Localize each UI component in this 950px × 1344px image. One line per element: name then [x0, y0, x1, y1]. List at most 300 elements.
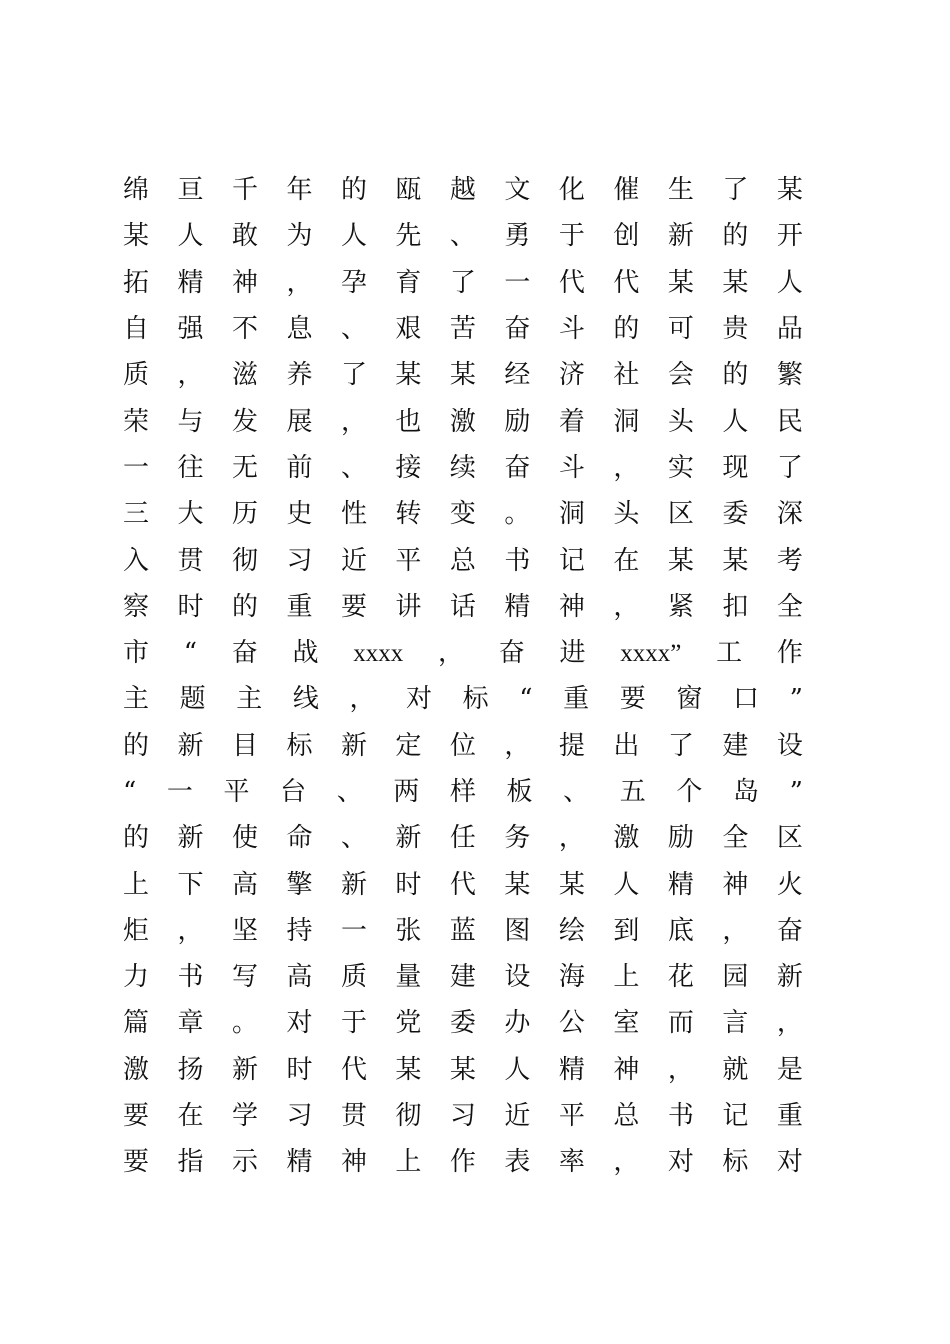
text-char: 务: [504, 823, 531, 854]
text-char: 史: [286, 499, 313, 530]
text-line: [123, 445, 803, 491]
text-char: 的: [722, 221, 749, 252]
text-char: 息: [286, 314, 313, 345]
text-char: 亘: [177, 175, 204, 206]
text-char: 奋: [504, 452, 531, 483]
text-char: 区: [776, 823, 803, 854]
text-char: ，: [613, 1147, 640, 1178]
text-char: 历: [231, 499, 258, 530]
text-char: 口: [732, 684, 759, 715]
text-line: [123, 398, 803, 444]
text-char: 新: [231, 1054, 258, 1085]
text-char: 一: [340, 915, 367, 946]
text-line: [123, 676, 803, 722]
text-char: 奋: [498, 638, 525, 669]
text-line: [123, 1093, 803, 1139]
text-char: 新: [667, 221, 694, 252]
text-char: 文: [504, 175, 531, 206]
text-char: 、: [563, 777, 590, 807]
text-char: 全: [722, 823, 749, 854]
text-char: 战: [292, 638, 319, 669]
text-char: 、: [340, 823, 367, 854]
text-char: 五: [619, 777, 646, 807]
text-char: 开: [776, 221, 803, 252]
text-char: 某: [722, 267, 749, 298]
text-char: 炬: [123, 915, 150, 946]
text-char: 某: [558, 869, 585, 900]
text-char: 了: [340, 360, 367, 391]
text-char: ，: [613, 591, 640, 622]
text-char: 张: [395, 915, 422, 946]
text-char: 标: [722, 1147, 749, 1178]
text-char: 贯: [177, 545, 204, 576]
text-char: 斗: [558, 452, 585, 483]
text-char: 的: [123, 823, 150, 854]
text-char: 神: [231, 267, 258, 298]
text-char: 也: [395, 406, 422, 437]
text-char: 标: [286, 730, 313, 761]
text-char: 励: [504, 406, 531, 437]
text-char: 高: [286, 962, 313, 993]
text-char: “: [183, 638, 198, 669]
text-line: [123, 260, 803, 306]
body-paragraph: [123, 167, 803, 1186]
text-char: 扬: [177, 1054, 204, 1085]
text-char: 创: [613, 221, 640, 252]
text-char: 精: [177, 267, 204, 298]
text-char: 标: [462, 684, 489, 715]
text-char: 使: [231, 823, 258, 854]
text-char: 新: [340, 730, 367, 761]
text-char: 建: [722, 730, 749, 761]
text-char: 苦: [449, 314, 476, 345]
text-char: 表: [504, 1147, 531, 1178]
text-char: 主: [236, 684, 263, 715]
text-char: 贵: [722, 314, 749, 345]
text-char: 代: [340, 1054, 367, 1085]
text-char: 到: [613, 915, 640, 946]
text-char: 上: [613, 962, 640, 993]
text-char: ，: [349, 684, 376, 715]
text-char: 图: [504, 915, 531, 946]
text-char: 线: [292, 684, 319, 715]
text-char: ”: [789, 684, 803, 715]
text-char: 强: [177, 314, 204, 345]
text-char: 性: [340, 499, 367, 530]
text-char: 于: [558, 221, 585, 252]
text-line: [123, 954, 803, 1000]
text-char: 委: [449, 1008, 476, 1039]
text-char: 孕: [340, 267, 367, 298]
text-char: 个: [676, 777, 703, 807]
text-char: 艰: [395, 314, 422, 345]
text-char: 高: [231, 869, 258, 900]
text-char: 对: [776, 1147, 803, 1178]
text-char: 进: [559, 638, 586, 669]
text-char: 化: [558, 175, 585, 206]
text-char: 平: [223, 777, 250, 807]
text-char: 代: [449, 869, 476, 900]
text-char: ，: [776, 1008, 803, 1039]
text-char: 写: [231, 962, 258, 993]
text-char: 某: [776, 175, 803, 206]
text-char: 入: [123, 545, 150, 576]
text-char: 篇: [123, 1008, 150, 1039]
text-char: 、: [340, 452, 367, 483]
text-char: 近: [504, 1101, 531, 1132]
text-char: 精: [558, 1054, 585, 1085]
text-char: 人: [776, 267, 803, 298]
text-char: 、: [336, 777, 363, 807]
text-char: 书: [177, 962, 204, 993]
text-char: 敢: [231, 221, 258, 252]
text-char: 一: [504, 267, 531, 298]
text-line: [123, 584, 803, 630]
text-char: 火: [776, 869, 803, 900]
text-char: 与: [177, 406, 204, 437]
text-line: [123, 491, 803, 537]
text-char: 要: [123, 1101, 150, 1132]
text-char: 育: [395, 267, 422, 298]
text-char: 窗: [676, 684, 703, 715]
text-char: 话: [449, 591, 476, 622]
text-char: 人: [177, 221, 204, 252]
text-char: 的: [613, 314, 640, 345]
text-line: [123, 537, 803, 583]
text-char: 大: [177, 499, 204, 530]
text-char: 示: [231, 1147, 258, 1178]
text-char: 学: [231, 1101, 258, 1132]
text-char: ”: [789, 777, 803, 807]
text-char: 无: [231, 452, 258, 483]
text-char: 往: [177, 452, 204, 483]
text-char: 深: [776, 499, 803, 530]
text-char: 社: [613, 360, 640, 391]
text-char: 习: [286, 545, 313, 576]
text-char: 习: [449, 1101, 476, 1132]
text-char: ，: [667, 1054, 694, 1085]
text-char: 于: [340, 1008, 367, 1039]
text-char: 神: [558, 591, 585, 622]
text-char: 时: [286, 1054, 313, 1085]
text-char: 人: [504, 1054, 531, 1085]
text-char: 神: [613, 1054, 640, 1085]
text-char: ，: [438, 638, 465, 669]
text-char: 某: [395, 1054, 422, 1085]
text-char: 奋: [504, 314, 531, 345]
text-char: 了: [449, 267, 476, 298]
text-line: [123, 213, 803, 259]
text-char: 绘: [558, 915, 585, 946]
text-char: 要: [123, 1147, 150, 1178]
text-char: 某: [504, 869, 531, 900]
text-char: 实: [667, 452, 694, 483]
text-char: 全: [776, 591, 803, 622]
text-char: 人: [722, 406, 749, 437]
text-line: [123, 769, 803, 815]
text-line: [123, 908, 803, 954]
text-char: 代: [558, 267, 585, 298]
text-char: 荣: [123, 406, 150, 437]
text-char: 对: [406, 684, 433, 715]
text-char: 养: [286, 360, 313, 391]
text-char: 奋: [776, 915, 803, 946]
text-char: 彻: [231, 545, 258, 576]
text-char: 转: [395, 499, 422, 530]
text-char: 民: [776, 406, 803, 437]
text-char: ，: [558, 823, 585, 854]
text-char: 着: [558, 406, 585, 437]
text-char: 建: [449, 962, 476, 993]
text-char: 的: [123, 730, 150, 761]
text-char: ，: [722, 915, 749, 946]
text-char: 要: [619, 684, 646, 715]
text-char: 前: [286, 452, 313, 483]
text-char: 扣: [722, 591, 749, 622]
text-char: 量: [395, 962, 422, 993]
text-char: 设: [776, 730, 803, 761]
text-char: 花: [667, 962, 694, 993]
text-char: 设: [504, 962, 531, 993]
text-char: “: [519, 684, 533, 715]
text-char: 激: [449, 406, 476, 437]
text-char: 某: [667, 545, 694, 576]
text-char: 生: [667, 175, 694, 206]
text-char: 平: [558, 1101, 585, 1132]
text-char: 年: [286, 175, 313, 206]
text-char: 不: [231, 314, 258, 345]
text-char: 台: [280, 777, 307, 807]
text-char: 奋: [231, 638, 258, 669]
text-char: 一: [123, 452, 150, 483]
text-char: 贯: [340, 1101, 367, 1132]
text-char: 总: [613, 1101, 640, 1132]
text-char: 了: [667, 730, 694, 761]
text-line: [123, 723, 803, 769]
text-char: 头: [667, 406, 694, 437]
text-char: 委: [722, 499, 749, 530]
text-char: 言: [722, 1008, 749, 1039]
text-char: xxxx”: [620, 639, 682, 667]
text-char: 园: [722, 962, 749, 993]
text-char: 习: [286, 1101, 313, 1132]
text-char: 就: [722, 1054, 749, 1085]
text-char: 可: [667, 314, 694, 345]
text-char: 上: [395, 1147, 422, 1178]
text-char: 是: [776, 1054, 803, 1085]
text-char: 彻: [395, 1101, 422, 1132]
text-char: 三: [123, 499, 150, 530]
text-char: 续: [449, 452, 476, 483]
text-char: 在: [613, 545, 640, 576]
text-char: 某: [395, 360, 422, 391]
text-char: 重: [286, 591, 313, 622]
text-char: 新: [177, 730, 204, 761]
text-char: 品: [776, 314, 803, 345]
text-char: 章: [177, 1008, 204, 1039]
text-char: 、: [340, 314, 367, 345]
text-char: 头: [613, 499, 640, 530]
text-char: 展: [286, 406, 313, 437]
text-char: 考: [776, 545, 803, 576]
text-char: 人: [340, 221, 367, 252]
text-char: 题: [179, 684, 206, 715]
text-char: 、: [449, 221, 476, 252]
text-char: 的: [340, 175, 367, 206]
text-char: 作: [776, 638, 803, 669]
text-char: 某: [722, 545, 749, 576]
text-char: 在: [177, 1101, 204, 1132]
text-char: 越: [449, 175, 476, 206]
text-char: 斗: [558, 314, 585, 345]
text-char: 而: [667, 1008, 694, 1039]
text-line: [123, 1139, 803, 1185]
text-char: 会: [667, 360, 694, 391]
text-char: 提: [558, 730, 585, 761]
text-char: 位: [449, 730, 476, 761]
text-char: 主: [123, 684, 150, 715]
text-char: 讲: [395, 591, 422, 622]
text-char: 新: [776, 962, 803, 993]
text-char: 精: [504, 591, 531, 622]
text-line: [123, 630, 803, 676]
text-char: 重: [776, 1101, 803, 1132]
text-line: [123, 167, 803, 213]
text-char: 瓯: [395, 175, 422, 206]
text-char: xxxx: [353, 639, 404, 667]
text-char: 重: [563, 684, 590, 715]
text-line: [123, 306, 803, 352]
text-char: 为: [286, 221, 313, 252]
text-char: 济: [558, 360, 585, 391]
text-char: 两: [393, 777, 420, 807]
text-line: [123, 861, 803, 907]
text-char: 某: [123, 221, 150, 252]
text-char: 坚: [231, 915, 258, 946]
text-char: 书: [667, 1101, 694, 1132]
text-char: 激: [123, 1054, 150, 1085]
text-char: ，: [613, 452, 640, 483]
text-char: 拓: [123, 267, 150, 298]
text-line: [123, 815, 803, 861]
text-char: 时: [177, 591, 204, 622]
text-char: 。: [504, 499, 531, 530]
text-char: 洞: [558, 499, 585, 530]
text-char: 要: [340, 591, 367, 622]
text-char: 指: [177, 1147, 204, 1178]
text-char: 质: [123, 360, 150, 391]
text-char: 区: [667, 499, 694, 530]
text-line: [123, 1000, 803, 1046]
text-char: 工: [716, 638, 743, 669]
text-char: 时: [395, 869, 422, 900]
text-line: [123, 1047, 803, 1093]
text-char: 出: [613, 730, 640, 761]
text-char: 海: [558, 962, 585, 993]
text-char: 自: [123, 314, 150, 345]
text-char: 励: [667, 823, 694, 854]
text-char: 繁: [776, 360, 803, 391]
text-char: 新: [177, 823, 204, 854]
text-char: 蓝: [449, 915, 476, 946]
text-char: 作: [449, 1147, 476, 1178]
text-char: 经: [504, 360, 531, 391]
text-char: 新: [340, 869, 367, 900]
text-char: 定: [395, 730, 422, 761]
text-char: 书: [504, 545, 531, 576]
text-char: 板: [506, 777, 533, 807]
text-char: 代: [613, 267, 640, 298]
text-char: 质: [340, 962, 367, 993]
text-char: 千: [231, 175, 258, 206]
text-char: 上: [123, 869, 150, 900]
text-char: 下: [177, 869, 204, 900]
text-char: 率: [558, 1147, 585, 1178]
text-char: 市: [123, 638, 150, 669]
text-char: 岛: [732, 777, 759, 807]
text-char: 命: [286, 823, 313, 854]
text-char: ，: [177, 360, 204, 391]
text-char: 记: [558, 545, 585, 576]
text-char: 持: [286, 915, 313, 946]
text-char: 激: [613, 823, 640, 854]
text-char: 某: [667, 267, 694, 298]
text-char: 任: [449, 823, 476, 854]
text-char: 发: [231, 406, 258, 437]
text-char: 某: [449, 1054, 476, 1085]
text-char: 近: [340, 545, 367, 576]
text-char: 催: [613, 175, 640, 206]
text-char: 神: [340, 1147, 367, 1178]
text-char: 的: [722, 360, 749, 391]
text-char: 办: [504, 1008, 531, 1039]
text-char: 样: [449, 777, 476, 807]
text-char: 的: [231, 591, 258, 622]
text-char: 。: [231, 1008, 258, 1039]
text-char: 紧: [667, 591, 694, 622]
text-char: ，: [286, 267, 313, 298]
text-char: 精: [667, 869, 694, 900]
text-char: 接: [395, 452, 422, 483]
text-char: ，: [504, 730, 531, 761]
text-char: 勇: [504, 221, 531, 252]
text-char: 底: [667, 915, 694, 946]
text-char: 记: [722, 1101, 749, 1132]
text-char: 新: [395, 823, 422, 854]
text-char: 了: [776, 452, 803, 483]
text-char: 对: [667, 1147, 694, 1178]
text-char: 先: [395, 221, 422, 252]
text-char: 目: [231, 730, 258, 761]
text-char: 对: [286, 1008, 313, 1039]
text-char: 绵: [123, 175, 150, 206]
text-char: 某: [449, 360, 476, 391]
text-char: 了: [722, 175, 749, 206]
text-char: 总: [449, 545, 476, 576]
text-char: 精: [286, 1147, 313, 1178]
text-char: 滋: [231, 360, 258, 391]
text-line: [123, 352, 803, 398]
text-char: 现: [722, 452, 749, 483]
text-char: 变: [449, 499, 476, 530]
text-char: 公: [558, 1008, 585, 1039]
text-char: 室: [613, 1008, 640, 1039]
text-char: 力: [123, 962, 150, 993]
text-char: 神: [722, 869, 749, 900]
text-char: 擎: [286, 869, 313, 900]
text-char: 洞: [613, 406, 640, 437]
text-char: 平: [395, 545, 422, 576]
